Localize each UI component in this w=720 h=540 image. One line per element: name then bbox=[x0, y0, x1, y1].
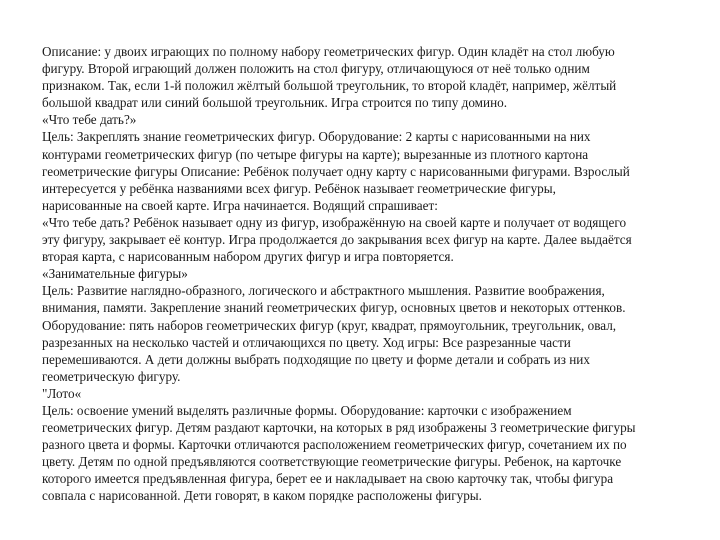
text-line: геометрические фигуры Описание: Ребёнок получает одну карту с нарисованными фигурами. Взрослый bbox=[42, 163, 630, 179]
text-line: Цель: освоение умений выделять различные формы. Оборудование: карточки с изображением bbox=[42, 402, 572, 418]
text-line: разрезанных на несколько частей и отличающихся по цвету. Ход игры: Все разрезанные части bbox=[42, 334, 571, 350]
text-line: нарисованные на своей карте. Игра начинается. Водящий спрашивает: bbox=[42, 197, 438, 213]
text-line: Цель: Закреплять знание геометрических фигур. Оборудование: 2 карты с нарисованными на них bbox=[42, 129, 591, 145]
text-line: которого имеется предъявленная фигура, берет ее и накладывает на свою карточку так, чтобы фигура bbox=[42, 471, 614, 487]
text-line: признаком. Так, если 1-й положил жёлтый большой треугольник, то второй кладёт, например, жёлтый bbox=[42, 78, 617, 94]
text-line: эту фигуру, закрывает её контур. Игра продолжается до закрывания всех фигур на карте. Далее выдаётся bbox=[42, 232, 632, 248]
text-line: внимания, памяти. Закрепление знаний геометрических фигур, основных цветов и некоторых оттенков. bbox=[42, 300, 626, 316]
text-line: фигуру. Второй играющий должен положить на стол фигуру, отличающуюся от неё только одним bbox=[42, 61, 590, 77]
text-line: Цель: Развитие наглядно-образного, логического и абстрактного мышления. Развитие воображения, bbox=[42, 283, 605, 299]
text-line: контурами геометрических фигур (по четыре фигуры на карте); вырезанные из плотного картона bbox=[42, 146, 589, 162]
text-line: перемешиваются. А дети должны выбрать подходящие по цвету и форме детали и собрать из них bbox=[42, 351, 590, 367]
text-line: вторая карта, с нарисованным набором других фигур и игра повторяется. bbox=[42, 249, 454, 265]
text-line: разного цвета и формы. Карточки отличаются расположением геометрических фигур, сочетанием их по bbox=[42, 437, 627, 453]
text-line: Описание: у двоих играющих по полному набору геометрических фигур. Один кладёт на стол любую bbox=[42, 44, 615, 59]
text-line: интересуется у ребёнка названиями всех фигур. Ребёнок называет геометрические фигуры, bbox=[42, 180, 556, 196]
text-line: совпала с нарисованной. Дети говорят, в каком порядке расположены фигуры. bbox=[42, 488, 482, 504]
text-content bbox=[42, 43, 682, 505]
game-title-entertaining-figures: «Занимательные фигуры» bbox=[42, 266, 188, 282]
game-title-what-to-give: «Что тебе дать?» bbox=[42, 112, 137, 128]
text-line: Оборудование: пять наборов геометрических фигур (круг, квадрат, прямоугольник, треугольник, овал, bbox=[42, 317, 617, 333]
text-line: большой квадрат или синий большой треугольник. Игра строится по типу домино. bbox=[42, 95, 508, 111]
text-line: геометрических фигур. Детям раздают карточки, на которых в ряд изображены 3 геометрические фигуры bbox=[42, 420, 636, 436]
text-line: цвету. Детям по одной предъявляются соответствующие геометрические фигуры. Ребенок, на карточке bbox=[42, 454, 622, 470]
text-line: геометрическую фигуру. bbox=[42, 368, 181, 384]
text-line: «Что тебе дать? Ребёнок называет одну из фигур, изображённую на своей карте и получает от водящего bbox=[42, 214, 627, 230]
game-title-lotto: "Лото« bbox=[42, 385, 82, 401]
